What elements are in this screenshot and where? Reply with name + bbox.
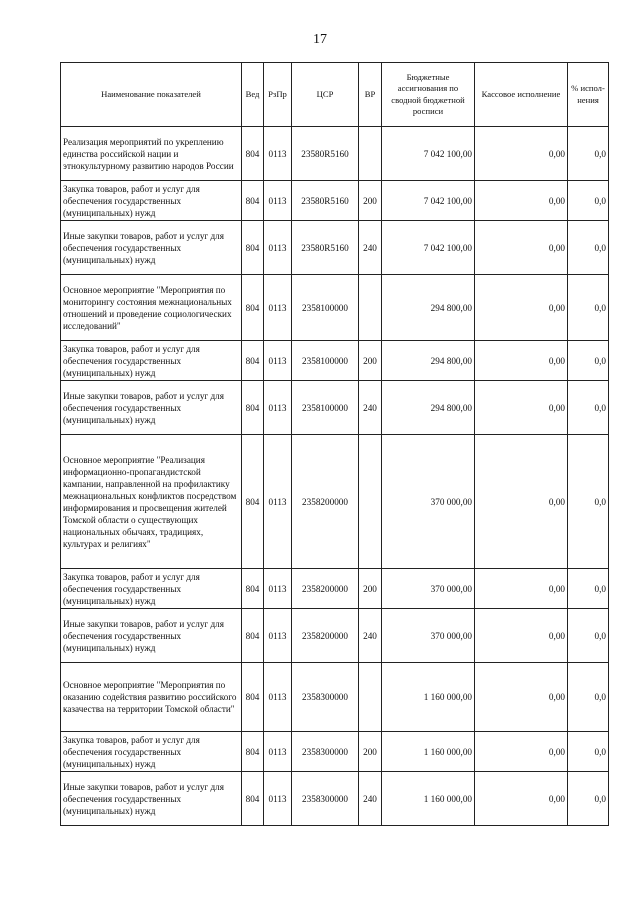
row-budget: 1 160 000,00 xyxy=(382,772,475,826)
row-ved: 804 xyxy=(242,221,264,275)
table-header-row xyxy=(61,63,609,127)
header-rzpr: РзПр xyxy=(264,63,292,127)
row-name: Основное мероприятие "Реализация информационно-пропагандистской кампании, направленной на профилактику межнациональных конфликтов посредством информирования и просвещения жителей Томской области о существующих национальных обычаях, традициях, культурах и религиях" xyxy=(61,435,242,569)
row-pct: 0,0 xyxy=(568,341,609,381)
row-budget: 7 042 100,00 xyxy=(382,221,475,275)
row-cash: 0,00 xyxy=(475,732,568,772)
row-cash: 0,00 xyxy=(475,221,568,275)
row-rzpr: 0113 xyxy=(264,381,292,435)
row-cash: 0,00 xyxy=(475,609,568,663)
row-budget: 294 800,00 xyxy=(382,275,475,341)
row-ved: 804 xyxy=(242,275,264,341)
table-row xyxy=(61,663,609,732)
row-pct: 0,0 xyxy=(568,435,609,569)
row-name: Основное мероприятие "Мероприятия по мониторингу состояния межнациональных отношений и проведение социологических исследований" xyxy=(61,275,242,341)
table-row xyxy=(61,181,609,221)
row-name: Иные закупки товаров, работ и услуг для обеспечения государственных (муниципальных) нужд xyxy=(61,381,242,435)
row-csr: 23580R5160 xyxy=(292,181,359,221)
row-ved: 804 xyxy=(242,663,264,732)
row-ved: 804 xyxy=(242,381,264,435)
row-pct: 0,0 xyxy=(568,381,609,435)
row-budget: 1 160 000,00 xyxy=(382,732,475,772)
row-cash: 0,00 xyxy=(475,381,568,435)
row-vr: 200 xyxy=(359,732,382,772)
row-rzpr: 0113 xyxy=(264,772,292,826)
row-pct: 0,0 xyxy=(568,663,609,732)
row-pct: 0,0 xyxy=(568,127,609,181)
table-row xyxy=(61,435,609,569)
row-cash: 0,00 xyxy=(475,341,568,381)
row-budget: 7 042 100,00 xyxy=(382,181,475,221)
row-cash: 0,00 xyxy=(475,181,568,221)
row-rzpr: 0113 xyxy=(264,435,292,569)
row-vr xyxy=(359,435,382,569)
row-csr: 2358200000 xyxy=(292,435,359,569)
row-vr: 240 xyxy=(359,772,382,826)
row-vr xyxy=(359,275,382,341)
page-number: 17 xyxy=(313,32,327,47)
row-rzpr: 0113 xyxy=(264,275,292,341)
row-vr xyxy=(359,663,382,732)
row-ved: 804 xyxy=(242,341,264,381)
table-row xyxy=(61,381,609,435)
row-csr: 23580R5160 xyxy=(292,221,359,275)
row-rzpr: 0113 xyxy=(264,663,292,732)
row-name: Закупка товаров, работ и услуг для обеспечения государственных (муниципальных) нужд xyxy=(61,732,242,772)
row-ved: 804 xyxy=(242,569,264,609)
row-pct: 0,0 xyxy=(568,275,609,341)
row-name: Иные закупки товаров, работ и услуг для обеспечения государственных (муниципальных) нужд xyxy=(61,772,242,826)
row-vr: 200 xyxy=(359,569,382,609)
row-csr: 2358100000 xyxy=(292,341,359,381)
row-vr: 240 xyxy=(359,609,382,663)
row-budget: 370 000,00 xyxy=(382,609,475,663)
row-csr: 2358300000 xyxy=(292,772,359,826)
table-row xyxy=(61,221,609,275)
row-cash: 0,00 xyxy=(475,435,568,569)
row-cash: 0,00 xyxy=(475,127,568,181)
row-name: Иные закупки товаров, работ и услуг для обеспечения государственных (муниципальных) нужд xyxy=(61,221,242,275)
row-name: Закупка товаров, работ и услуг для обеспечения государственных (муниципальных) нужд xyxy=(61,181,242,221)
row-pct: 0,0 xyxy=(568,181,609,221)
row-ved: 804 xyxy=(242,181,264,221)
row-vr: 240 xyxy=(359,221,382,275)
header-csr: ЦСР xyxy=(292,63,359,127)
table-row xyxy=(61,341,609,381)
table-row xyxy=(61,609,609,663)
budget-table xyxy=(60,62,609,826)
row-rzpr: 0113 xyxy=(264,341,292,381)
table-row xyxy=(61,275,609,341)
row-csr: 2358100000 xyxy=(292,381,359,435)
row-csr: 2358100000 xyxy=(292,275,359,341)
row-cash: 0,00 xyxy=(475,569,568,609)
header-budget: Бюджетные ассигнования по сводной бюджетной росписи xyxy=(382,63,475,127)
row-name: Реализация мероприятий по укреплению единства российской нации и этнокультурному развитию народов России xyxy=(61,127,242,181)
row-ved: 804 xyxy=(242,772,264,826)
row-cash: 0,00 xyxy=(475,663,568,732)
row-csr: 2358200000 xyxy=(292,569,359,609)
table-row xyxy=(61,772,609,826)
row-name: Иные закупки товаров, работ и услуг для обеспечения государственных (муниципальных) нужд xyxy=(61,609,242,663)
row-pct: 0,0 xyxy=(568,221,609,275)
row-rzpr: 0113 xyxy=(264,221,292,275)
table-row xyxy=(61,569,609,609)
row-pct: 0,0 xyxy=(568,732,609,772)
row-rzpr: 0113 xyxy=(264,609,292,663)
row-budget: 370 000,00 xyxy=(382,435,475,569)
row-csr: 2358300000 xyxy=(292,732,359,772)
row-csr: 2358200000 xyxy=(292,609,359,663)
header-vr: ВР xyxy=(359,63,382,127)
header-pct: % испол-нения xyxy=(568,63,609,127)
row-ved: 804 xyxy=(242,127,264,181)
row-vr: 200 xyxy=(359,181,382,221)
row-budget: 370 000,00 xyxy=(382,569,475,609)
row-vr xyxy=(359,127,382,181)
row-budget: 1 160 000,00 xyxy=(382,663,475,732)
row-cash: 0,00 xyxy=(475,275,568,341)
row-cash: 0,00 xyxy=(475,772,568,826)
row-rzpr: 0113 xyxy=(264,127,292,181)
row-vr: 200 xyxy=(359,341,382,381)
header-ved: Вед xyxy=(242,63,264,127)
row-budget: 294 800,00 xyxy=(382,341,475,381)
row-vr: 240 xyxy=(359,381,382,435)
table-row xyxy=(61,127,609,181)
row-name: Закупка товаров, работ и услуг для обеспечения государственных (муниципальных) нужд xyxy=(61,569,242,609)
row-pct: 0,0 xyxy=(568,772,609,826)
header-cash: Кассовое исполнение xyxy=(475,63,568,127)
row-rzpr: 0113 xyxy=(264,732,292,772)
row-pct: 0,0 xyxy=(568,609,609,663)
row-budget: 7 042 100,00 xyxy=(382,127,475,181)
row-ved: 804 xyxy=(242,732,264,772)
row-budget: 294 800,00 xyxy=(382,381,475,435)
row-ved: 804 xyxy=(242,609,264,663)
row-csr: 2358300000 xyxy=(292,663,359,732)
row-name: Закупка товаров, работ и услуг для обеспечения государственных (муниципальных) нужд xyxy=(61,341,242,381)
row-name: Основное мероприятие "Мероприятия по оказанию содействия развитию российского казачества на территории Томской области" xyxy=(61,663,242,732)
row-pct: 0,0 xyxy=(568,569,609,609)
row-rzpr: 0113 xyxy=(264,569,292,609)
header-name: Наименование показателей xyxy=(61,63,242,127)
row-rzpr: 0113 xyxy=(264,181,292,221)
row-ved: 804 xyxy=(242,435,264,569)
table-row xyxy=(61,732,609,772)
row-csr: 23580R5160 xyxy=(292,127,359,181)
